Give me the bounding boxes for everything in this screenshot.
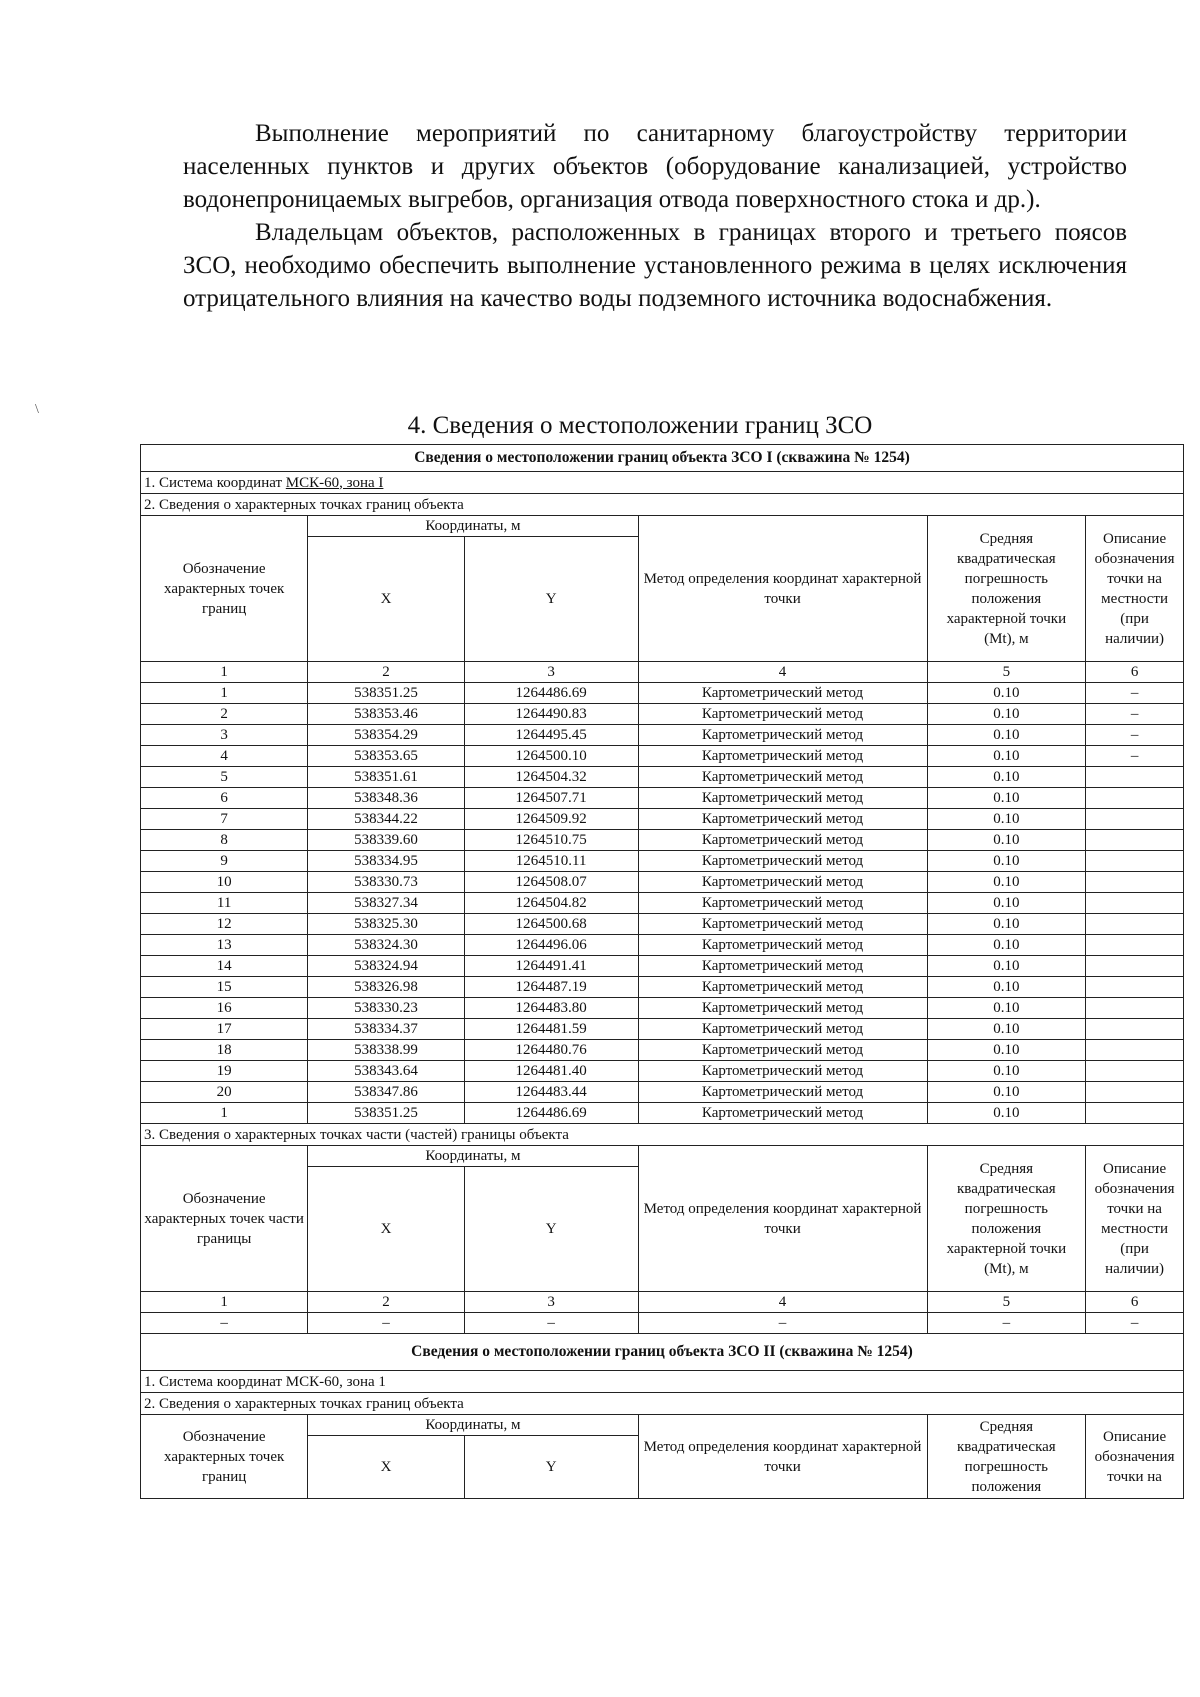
point-description: – <box>1086 683 1184 704</box>
point-x: 538325.30 <box>308 914 464 935</box>
point-method: Картометрический метод <box>638 1061 927 1082</box>
parts-cell: – <box>1086 1313 1184 1334</box>
point-description <box>1086 1040 1184 1061</box>
zone1-coord-system: 1. Система координат МСК-60, зона I <box>141 472 1184 494</box>
point-x: 538344.22 <box>308 809 464 830</box>
point-y: 1264510.75 <box>464 830 638 851</box>
point-x: 538326.98 <box>308 977 464 998</box>
point-method: Картометрический метод <box>638 725 927 746</box>
point-y: 1264487.19 <box>464 977 638 998</box>
table-row <box>141 788 1184 809</box>
point-description <box>1086 830 1184 851</box>
table-row <box>141 998 1184 1019</box>
zone2-header-designation: Обозначение характерных точек границ <box>141 1415 308 1499</box>
point-x: 538351.25 <box>308 683 464 704</box>
point-y: 1264491.41 <box>464 956 638 977</box>
point-description <box>1086 977 1184 998</box>
zone2-title: Сведения о местоположении границ объекта ЗСО II (скважина № 1254) <box>141 1334 1184 1371</box>
column-number: 2 <box>308 1292 464 1313</box>
point-number: 3 <box>141 725 308 746</box>
point-method: Картометрический метод <box>638 704 927 725</box>
point-accuracy: 0.10 <box>927 893 1086 914</box>
point-y: 1264500.68 <box>464 914 638 935</box>
point-method: Картометрический метод <box>638 851 927 872</box>
parts-cell: – <box>464 1313 638 1334</box>
point-accuracy: 0.10 <box>927 977 1086 998</box>
point-accuracy: 0.10 <box>927 1040 1086 1061</box>
point-description <box>1086 788 1184 809</box>
column-number: 6 <box>1086 662 1184 683</box>
point-description: – <box>1086 746 1184 767</box>
point-method: Картометрический метод <box>638 683 927 704</box>
point-x: 538351.25 <box>308 1103 464 1124</box>
point-method: Картометрический метод <box>638 1040 927 1061</box>
point-number: 19 <box>141 1061 308 1082</box>
column-number: 3 <box>464 1292 638 1313</box>
point-number: 9 <box>141 851 308 872</box>
point-number: 1 <box>141 1103 308 1124</box>
point-y: 1264481.40 <box>464 1061 638 1082</box>
parts-header-method: Метод определения координат характерной точки <box>638 1146 927 1292</box>
column-number: 4 <box>638 662 927 683</box>
column-number: 6 <box>1086 1292 1184 1313</box>
zone1-point-rows <box>141 683 1184 1124</box>
table-row <box>141 704 1184 725</box>
table-row <box>141 1061 1184 1082</box>
point-x: 538330.23 <box>308 998 464 1019</box>
table-row <box>141 725 1184 746</box>
parts-cell: – <box>638 1313 927 1334</box>
point-number: 13 <box>141 935 308 956</box>
point-y: 1264486.69 <box>464 1103 638 1124</box>
point-number: 11 <box>141 893 308 914</box>
table-row <box>141 893 1184 914</box>
point-method: Картометрический метод <box>638 893 927 914</box>
point-method: Картометрический метод <box>638 767 927 788</box>
column-number: 5 <box>927 662 1086 683</box>
point-y: 1264504.32 <box>464 767 638 788</box>
point-accuracy: 0.10 <box>927 788 1086 809</box>
point-x: 538339.60 <box>308 830 464 851</box>
point-number: 1 <box>141 683 308 704</box>
zone2-header-x: X <box>308 1436 464 1499</box>
zone2-header-method: Метод определения координат характерной точки <box>638 1415 927 1499</box>
table-row <box>141 935 1184 956</box>
intro-paragraph-1: Выполнение мероприятий по санитарному благоустройству территории населенных пунктов и других объектов (оборудование канализацией, устройство водонепроницаемых выгребов, организация отвода поверхностного стока и др.). <box>183 120 1127 213</box>
zone2-points-section: 2. Сведения о характерных точках границ объекта <box>141 1393 1184 1415</box>
point-accuracy: 0.10 <box>927 998 1086 1019</box>
zone1-parts-section: 3. Сведения о характерных точках части (частей) границы объекта <box>141 1124 1184 1146</box>
intro-paragraph-2: Владельцам объектов, расположенных в границах второго и третьего поясов ЗСО, необходимо обеспечить выполнение установленного режима в целях исключения отрицательного влияния на качество воды подземного источника водоснабжения. <box>183 219 1127 312</box>
point-number: 20 <box>141 1082 308 1103</box>
point-accuracy: 0.10 <box>927 809 1086 830</box>
column-number: 3 <box>464 662 638 683</box>
table-row <box>141 746 1184 767</box>
point-accuracy: 0.10 <box>927 683 1086 704</box>
point-number: 14 <box>141 956 308 977</box>
point-x: 538330.73 <box>308 872 464 893</box>
point-description <box>1086 956 1184 977</box>
table-row <box>141 851 1184 872</box>
table-row <box>141 1040 1184 1061</box>
table-row <box>141 977 1184 998</box>
table-row <box>141 872 1184 893</box>
table-row <box>141 956 1184 977</box>
table-row <box>141 1103 1184 1124</box>
point-x: 538351.61 <box>308 767 464 788</box>
point-x: 538334.95 <box>308 851 464 872</box>
column-number: 5 <box>927 1292 1086 1313</box>
point-method: Картометрический метод <box>638 1082 927 1103</box>
point-description <box>1086 1019 1184 1040</box>
point-description: – <box>1086 704 1184 725</box>
zone1-points-section: 2. Сведения о характерных точках границ объекта <box>141 494 1184 516</box>
point-description <box>1086 998 1184 1019</box>
parts-header-y: Y <box>464 1167 638 1292</box>
parts-header-x: X <box>308 1167 464 1292</box>
point-method: Картометрический метод <box>638 935 927 956</box>
table-row <box>141 830 1184 851</box>
point-x: 538334.37 <box>308 1019 464 1040</box>
point-number: 7 <box>141 809 308 830</box>
zone2-coord-system: 1. Система координат МСК-60, зона 1 <box>141 1371 1184 1393</box>
zso-table-container <box>140 444 1184 1499</box>
point-number: 18 <box>141 1040 308 1061</box>
point-x: 538324.30 <box>308 935 464 956</box>
table-row <box>141 683 1184 704</box>
point-description <box>1086 809 1184 830</box>
point-description <box>1086 1061 1184 1082</box>
point-y: 1264504.82 <box>464 893 638 914</box>
point-accuracy: 0.10 <box>927 746 1086 767</box>
table-row <box>141 914 1184 935</box>
point-number: 10 <box>141 872 308 893</box>
point-description <box>1086 1082 1184 1103</box>
point-accuracy: 0.10 <box>927 935 1086 956</box>
parts-cell: – <box>927 1313 1086 1334</box>
point-method: Картометрический метод <box>638 746 927 767</box>
section-title: 4. Сведения о местоположении границ ЗСО <box>407 412 873 439</box>
point-number: 4 <box>141 746 308 767</box>
point-y: 1264481.59 <box>464 1019 638 1040</box>
point-number: 12 <box>141 914 308 935</box>
point-accuracy: 0.10 <box>927 704 1086 725</box>
zone2-header-accuracy: Средняя квадратическая погрешность положения <box>927 1415 1086 1499</box>
point-accuracy: 0.10 <box>927 1061 1086 1082</box>
point-y: 1264500.10 <box>464 746 638 767</box>
point-number: 17 <box>141 1019 308 1040</box>
point-accuracy: 0.10 <box>927 767 1086 788</box>
point-y: 1264509.92 <box>464 809 638 830</box>
point-description <box>1086 767 1184 788</box>
point-description <box>1086 935 1184 956</box>
parts-header-coordinates: Координаты, м <box>308 1146 638 1167</box>
point-accuracy: 0.10 <box>927 1082 1086 1103</box>
point-x: 538348.36 <box>308 788 464 809</box>
point-y: 1264486.69 <box>464 683 638 704</box>
point-accuracy: 0.10 <box>927 914 1086 935</box>
parts-header-designation: Обозначение характерных точек части границы <box>141 1146 308 1292</box>
point-number: 6 <box>141 788 308 809</box>
point-accuracy: 0.10 <box>927 1103 1086 1124</box>
header-x: X <box>308 537 464 662</box>
point-x: 538343.64 <box>308 1061 464 1082</box>
column-number: 4 <box>638 1292 927 1313</box>
point-number: 15 <box>141 977 308 998</box>
point-y: 1264496.06 <box>464 935 638 956</box>
stray-mark: \ <box>35 402 39 417</box>
point-method: Картометрический метод <box>638 914 927 935</box>
point-y: 1264483.44 <box>464 1082 638 1103</box>
point-number: 2 <box>141 704 308 725</box>
table-row <box>141 767 1184 788</box>
point-accuracy: 0.10 <box>927 725 1086 746</box>
point-accuracy: 0.10 <box>927 851 1086 872</box>
header-method: Метод определения координат характерной точки <box>638 516 927 662</box>
point-method: Картометрический метод <box>638 998 927 1019</box>
point-method: Картометрический метод <box>638 1103 927 1124</box>
point-x: 538324.94 <box>308 956 464 977</box>
column-numbers-row <box>141 662 1184 683</box>
parts-header-accuracy: Средняя квадратическая погрешность положения характерной точки (Mt), м <box>927 1146 1086 1292</box>
point-y: 1264490.83 <box>464 704 638 725</box>
point-y: 1264483.80 <box>464 998 638 1019</box>
point-method: Картометрический метод <box>638 956 927 977</box>
header-accuracy: Средняя квадратическая погрешность положения характерной точки (Mt), м <box>927 516 1086 662</box>
column-number: 2 <box>308 662 464 683</box>
point-description <box>1086 1103 1184 1124</box>
point-method: Картометрический метод <box>638 977 927 998</box>
table-row <box>141 809 1184 830</box>
point-x: 538327.34 <box>308 893 464 914</box>
zone2-header-description: Описание обозначения точки на <box>1086 1415 1184 1499</box>
table-row <box>141 1019 1184 1040</box>
point-method: Картометрический метод <box>638 809 927 830</box>
point-description <box>1086 893 1184 914</box>
header-description: Описание обозначения точки на местности (при наличии) <box>1086 516 1184 662</box>
point-accuracy: 0.10 <box>927 956 1086 977</box>
point-y: 1264508.07 <box>464 872 638 893</box>
point-y: 1264510.11 <box>464 851 638 872</box>
point-accuracy: 0.10 <box>927 1019 1086 1040</box>
point-method: Картометрический метод <box>638 1019 927 1040</box>
parts-empty-row <box>141 1313 1184 1334</box>
header-designation: Обозначение характерных точек границ <box>141 516 308 662</box>
table-row <box>141 1082 1184 1103</box>
zone1-title: Сведения о местоположении границ объекта ЗСО I (скважина № 1254) <box>141 445 1184 472</box>
point-x: 538347.86 <box>308 1082 464 1103</box>
column-number: 1 <box>141 1292 308 1313</box>
zone2-header-coordinates: Координаты, м <box>308 1415 638 1436</box>
header-y: Y <box>464 537 638 662</box>
point-y: 1264480.76 <box>464 1040 638 1061</box>
point-description: – <box>1086 725 1184 746</box>
point-method: Картометрический метод <box>638 872 927 893</box>
column-number: 1 <box>141 662 308 683</box>
point-number: 8 <box>141 830 308 851</box>
point-description <box>1086 851 1184 872</box>
point-x: 538353.46 <box>308 704 464 725</box>
point-accuracy: 0.10 <box>927 872 1086 893</box>
point-accuracy: 0.10 <box>927 830 1086 851</box>
parts-cell: – <box>141 1313 308 1334</box>
point-description <box>1086 872 1184 893</box>
parts-header-description: Описание обозначения точки на местности (при наличии) <box>1086 1146 1184 1292</box>
point-y: 1264507.71 <box>464 788 638 809</box>
point-description <box>1086 914 1184 935</box>
point-method: Картометрический метод <box>638 788 927 809</box>
parts-cell: – <box>308 1313 464 1334</box>
parts-column-numbers-row <box>141 1292 1184 1313</box>
intro-text <box>183 117 1127 315</box>
point-method: Картометрический метод <box>638 830 927 851</box>
point-y: 1264495.45 <box>464 725 638 746</box>
point-number: 16 <box>141 998 308 1019</box>
zone2-header-y: Y <box>464 1436 638 1499</box>
point-x: 538338.99 <box>308 1040 464 1061</box>
zso-table <box>140 444 1184 1499</box>
point-number: 5 <box>141 767 308 788</box>
point-x: 538354.29 <box>308 725 464 746</box>
point-x: 538353.65 <box>308 746 464 767</box>
header-coordinates: Координаты, м <box>308 516 638 537</box>
